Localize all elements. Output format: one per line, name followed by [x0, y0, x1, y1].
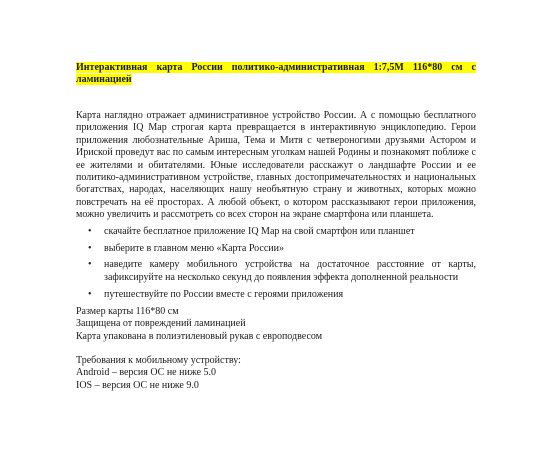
- spec-packaging: Карта упакована в полиэтиленовый рукав с европодвесом: [76, 330, 323, 342]
- steps-list: [76, 226, 476, 302]
- bullet-icon: •: [88, 242, 92, 254]
- list-item: [76, 243, 476, 255]
- document-title: [76, 62, 476, 86]
- requirements-heading: Требования к мобильному устройству:: [76, 354, 241, 366]
- step-text: скачайте бесплатное приложение IQ Map на свой смартфон или планшет: [104, 225, 415, 237]
- step-text: выберите в главном меню «Карта России»: [104, 242, 284, 254]
- list-item: [76, 259, 476, 284]
- bullet-icon: •: [88, 225, 92, 237]
- requirement-android: Android – версия ОС не ниже 5.0: [76, 367, 217, 379]
- description-paragraph: Карта наглядно отражает административное устройство России. А с помощью бесплатного приложения IQ Map строгая карта превращается в интерактивную энциклопедию. Герои приложения любознательные Ариша, Тема и Митя с четвероногими друзьями Астором и Ириской проведут вас по самым интересным уголкам нашей Родины и познакомят поближе с ее жителями и обитателями. Юные исследователи расскажут о ландшафте России и ее политико-административном устройстве, главных достопримечательностях и национальных богатствах, народах, населяющих нашу необъятную страну и животных, которых можно повстречать на её просторах. А любой объект, о котором рассказывают герои приложения, можно увеличить и рассмотреть со всех сторон на экране смартфона или планшета.: [76, 110, 476, 221]
- spec-size: Размер карты 116*80 см: [76, 305, 179, 317]
- step-text: путешествуйте по России вместе с героями приложения: [104, 288, 344, 300]
- step-text: наведите камеру мобильного устройства на достаточное расстояние от карты, зафиксируйте на несколько секунд до появления эффекта дополненной реальности: [104, 259, 476, 283]
- title-highlight: Интерактивная карта России политико-административная 1:7,5М 116*80 см с ламинацией: [76, 62, 476, 85]
- document-page: [76, 62, 476, 392]
- spec-lamination: Защищена от повреждений ламинацией: [76, 318, 246, 330]
- bullet-icon: •: [88, 288, 92, 300]
- list-item: [76, 226, 476, 238]
- list-item: [76, 289, 476, 301]
- bullet-icon: •: [88, 259, 92, 271]
- requirement-ios: IOS – версия ОС не ниже 9.0: [76, 379, 199, 391]
